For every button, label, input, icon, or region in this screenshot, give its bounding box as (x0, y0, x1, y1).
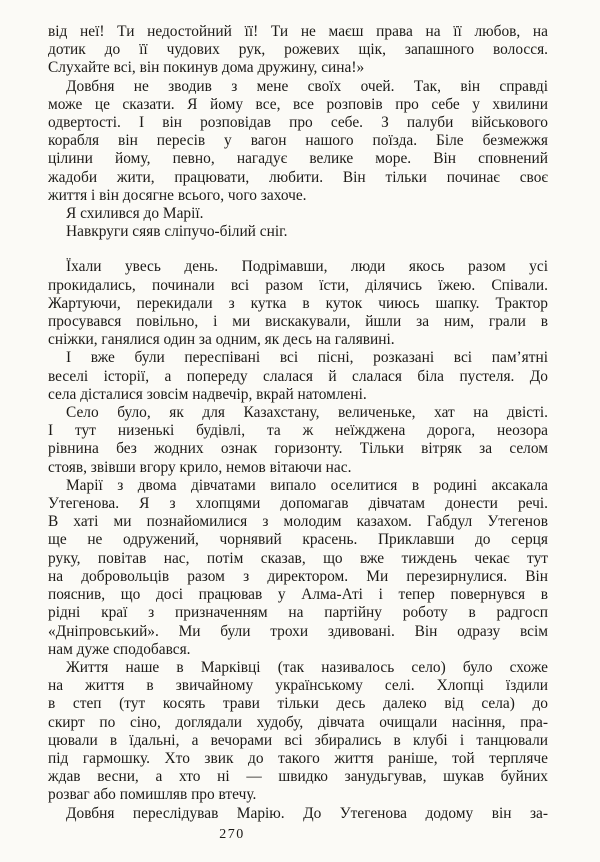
text-line: села дісталися зовсім надвечір, вкрай натомлені. (48, 385, 367, 403)
text-line: Їхали увесь день. Подрімавши, люди якось разом усі (66, 258, 548, 276)
text-line: на добровольців разом з директором. Ми перезирнулися. Він (48, 567, 548, 585)
text-line: цілини йому, певно, нагадує велике море. Він сповнений (48, 150, 548, 168)
text-line: рідні краї з призначенням на партійну роботу в радгосп (48, 604, 548, 622)
text-line: сніжки, ганялися один за одним, як десь на галявині. (48, 331, 395, 349)
paragraph (48, 205, 548, 223)
text-line: Я схилився до Марії. (66, 205, 204, 223)
text-line: Слухайте всі, він покинув дома дружину, сина!» (48, 59, 365, 77)
text-line: Село було, як для Казахстану, величеньке, хат на двісті. (66, 404, 548, 422)
text-line: «Дніпровський». Ми були трохи здивовані. Він одразу всім (48, 622, 548, 640)
text-line: може це сказати. Я йому все, все розповів про себе у хвилини (48, 95, 548, 113)
paragraph (48, 404, 548, 477)
text-line: Жартуючи, перекидали з кутка в куток чиюсь шапку. Трактор (48, 294, 548, 312)
text-line: цювали в їдальні, а вечорами всі збирались в клубі і танцювали (48, 731, 548, 749)
text-line: Утегенова. Я з хлопцями допомагав дівчатам донести речі. (48, 495, 548, 513)
text-block (48, 23, 548, 823)
text-line: просувався повільно, і ми вискакували, йшли за ним, грали в (48, 313, 548, 331)
paragraph (48, 78, 548, 205)
text-line: від неї! Ти недостойний її! Ти не маєш права на її любов, на (48, 23, 548, 40)
text-line: Довбня переслідував Марію. До Утегенова додому він за- (66, 804, 548, 822)
text-line: прокидались, починали всі разом їсти, ділячись їжею. Співали. (48, 276, 548, 294)
text-line: нам дуже сподобався. (48, 640, 191, 658)
text-line: жадоби жити, працювати, любити. Він тільки починає своє (48, 168, 548, 186)
text-line: скирт по сіно, доглядали худобу, дівчата очищали насіння, пра- (48, 713, 548, 731)
paragraph (48, 23, 548, 78)
paragraph (48, 349, 548, 404)
paragraph (48, 659, 548, 805)
paragraph (48, 805, 548, 823)
text-line: Навкруги сяяв сліпучо-білий сніг. (66, 223, 288, 241)
page-number: 270 (219, 827, 245, 842)
text-line: Довбня не зводив з мене своїх очей. Так, він справді (66, 77, 548, 95)
text-line: на життя в звичайному українському селі. Хлопці їздили (48, 677, 548, 695)
text-line: корабля він пересів у вагон нашого поїзда. Біле безмежжя (48, 132, 548, 150)
text-line: І вже були переспівані всі пісні, розказані всі пам’ятні (66, 349, 548, 367)
text-line: стояв, звівши вгору крило, немов вітаючи нас. (48, 458, 352, 476)
text-line: ждав весни, а хто ні — швидко занудьгував, шукав буйних (48, 768, 548, 786)
text-line: пояснив, що досі працював у Алма-Аті і тепер повернувся в (48, 586, 548, 604)
text-line: руку, повітав нас, потім сказав, що вже тиждень чекає тут (48, 549, 548, 567)
text-line: дотик до її чудових рук, рожевих щік, запашного волосся. (48, 41, 548, 59)
text-line: В хаті ми познайомилися з молодим казахом. Габдул Утегенов (48, 513, 548, 531)
paragraph (48, 477, 548, 659)
text-line: Марії з двома дівчатами випало оселитися в родині аксакала (66, 476, 548, 494)
text-line: Життя наше в Марківці (так називалось село) було схоже (66, 658, 548, 676)
text-line: веселі історії, а попереду слалася й слалася біла пустеля. До (48, 367, 548, 385)
paragraph (48, 241, 548, 349)
text-line: рівнина без жодних ознак горизонту. Тільки вітряк за селом (48, 440, 548, 458)
text-line: в степ (тут косять трави тільки десь далеко від села) до (48, 695, 548, 713)
text-line: ще не одружений, чорнявий красень. Приклавши до серця (48, 531, 548, 549)
text-line: одвертості. І він розповідав про себе. З палуби військового (48, 114, 548, 132)
text-line: під гармошку. Хто звик до такого життя раніше, той терпляче (48, 749, 548, 767)
paragraph (48, 223, 548, 241)
text-line: розваг або помишляв про втечу. (48, 786, 257, 804)
text-line: І тут низенькі будівлі, та ж неїжджена дорога, неозора (48, 422, 548, 440)
text-line: життя і він досягне всього, чого захоче. (48, 186, 307, 204)
